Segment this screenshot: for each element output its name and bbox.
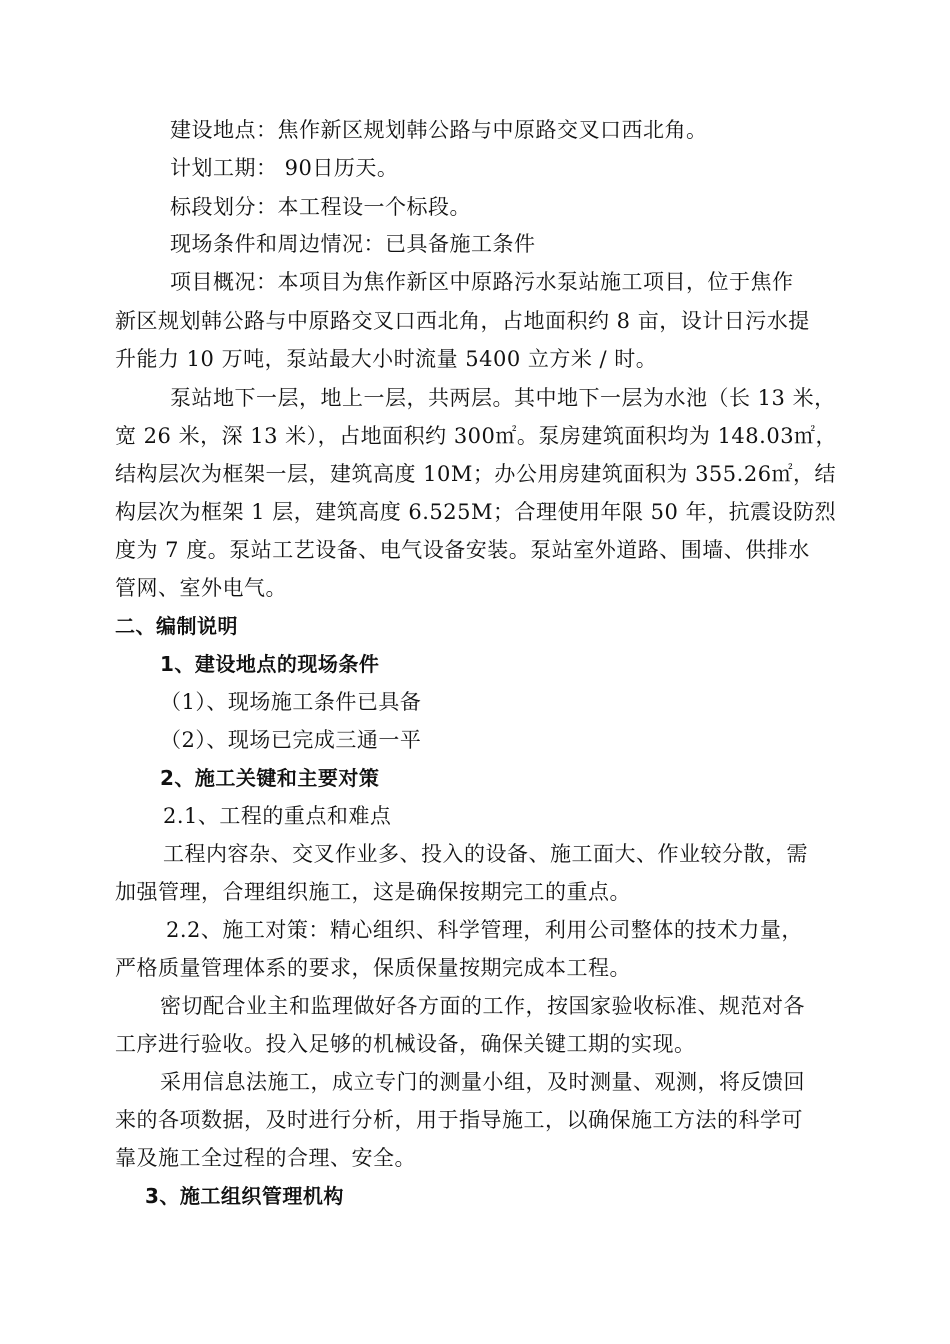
paragraph-location: 建设地点：焦作新区规划韩公路与中原路交叉口西北角。	[170, 118, 708, 142]
info-method-line-1: 采用信息法施工，成立专门的测量小组，及时测量、观测，将反馈回	[160, 1070, 805, 1094]
overview-line-3: 升能力 10 万吨，泵站最大小时流量 5400 立方米 / 时。	[115, 347, 658, 371]
paragraph-section: 标段划分：本工程设一个标段。	[170, 195, 471, 219]
structure-line-2: 宽 26 米，深 13 米），占地面积约 300㎡。泵房建筑面积均为 148.03㎡，	[115, 424, 838, 448]
section-heading-2: 二、编制说明	[115, 614, 238, 638]
list-item-2: （2）、现场已完成三通一平	[160, 728, 422, 752]
measures-line-1: 2.2、施工对策：精心组织、科学管理，利用公司整体的技术力量，	[166, 918, 803, 942]
coordination-line-1: 密切配合业主和监理做好各方面的工作，按国家验收标准、规范对各	[160, 994, 805, 1018]
measures-line-2: 严格质量管理体系的要求，保质保量按期完成本工程。	[115, 956, 631, 980]
structure-line-4: 构层次为框架 1 层，建筑高度 6.525M；合理使用年限 50 年，抗震设防烈	[115, 500, 837, 524]
structure-line-5: 度为 7 度。泵站工艺设备、电气设备安装。泵站室外道路、围墙、供排水	[115, 538, 810, 562]
subheading-1: 1、建设地点的现场条件	[160, 652, 380, 676]
overview-line-1: 项目概况：本项目为焦作新区中原路污水泵站施工项目，位于焦作	[170, 270, 794, 294]
subheading-3: 3、施工组织管理机构	[145, 1184, 344, 1208]
list-item-1: （1）、现场施工条件已具备	[160, 690, 422, 714]
overview-line-2: 新区规划韩公路与中原路交叉口西北角，占地面积约 8 亩，设计日污水提	[115, 309, 810, 333]
structure-line-1: 泵站地下一层，地上一层，共两层。其中地下一层为水池（长 13 米，	[170, 386, 836, 410]
info-method-line-3: 靠及施工全过程的合理、安全。	[115, 1146, 416, 1170]
structure-line-6: 管网、室外电气。	[115, 576, 287, 600]
paragraph-schedule: 计划工期： 90日历天。	[170, 156, 399, 180]
info-method-line-2: 来的各项数据，及时进行分析，用于指导施工，以确保施工方法的科学可	[115, 1108, 803, 1132]
difficulty-line-1: 工程内容杂、交叉作业多、投入的设备、施工面大、作业较分散，需	[163, 842, 808, 866]
difficulty-line-2: 加强管理，合理组织施工，这是确保按期完工的重点。	[115, 880, 631, 904]
subheading-2: 2、施工关键和主要对策	[160, 766, 380, 790]
coordination-line-2: 工序进行验收。投入足够的机械设备，确保关键工期的实现。	[115, 1032, 696, 1056]
subheading-2-1: 2.1、工程的重点和难点	[163, 804, 392, 828]
paragraph-site-conditions: 现场条件和周边情况：已具备施工条件	[170, 232, 536, 256]
structure-line-3: 结构层次为框架一层，建筑高度 10M；办公用房建筑面积为 355.26㎡，结	[115, 462, 837, 486]
